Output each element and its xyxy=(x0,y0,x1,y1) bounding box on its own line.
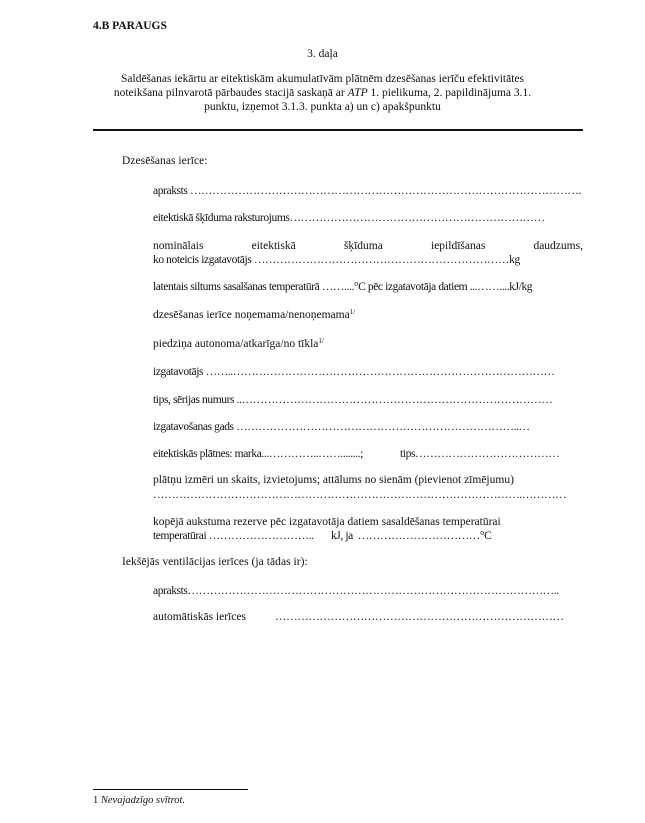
nominal-word-5: daudzums, xyxy=(533,240,583,252)
nominal-quantity-line-1 xyxy=(153,240,583,252)
drive-footnote-ref: 1/ xyxy=(318,337,324,345)
cooling-description-field[interactable]: apraksts ……………………………………………………………………………………………. xyxy=(153,185,581,197)
title-line-2 xyxy=(0,87,645,99)
removable-field[interactable] xyxy=(153,308,355,321)
title-line-1: Saldēšanas iekārtu ar eitektiskām akumulatīvām plātnēm dzesēšanas ierīču efektivitātes xyxy=(121,73,524,85)
automatic-devices-label: automātiskās ierīces xyxy=(153,611,246,623)
footnote-divider xyxy=(93,789,248,790)
nominal-word-4: iepildīšanas xyxy=(431,240,486,252)
drive-label: piedziņa autonoma/atkarīga/no tīkla xyxy=(153,338,319,350)
footnote xyxy=(93,795,185,806)
title-line-2-post: 1. pielikuma, 2. papildinājuma 3.1. xyxy=(367,87,532,99)
cold-reserve-label: kopējā aukstuma rezerve pēc izgatavotāja datiem sasaldēšanas temperatūrai xyxy=(153,516,501,528)
cooling-heading: Dzesēšanas ierīce: xyxy=(122,155,208,167)
header-divider xyxy=(93,129,583,131)
eutectic-characteristics-field[interactable]: eitektiskā šķīduma raksturojums…………………………………………………………… xyxy=(153,212,545,224)
nominal-word-1: nominālais xyxy=(153,240,204,252)
title-line-3: punktu, izņemot 3.1.3. punkta a) un c) apakšpunktu xyxy=(204,101,441,113)
removable-label: dzesēšanas ierīce noņemama/nenoņemama xyxy=(153,309,350,321)
drive-field[interactable] xyxy=(153,337,324,350)
atp-abbrev: ATP xyxy=(347,87,368,99)
footnote-text: Nevajadzīgo svītrot. xyxy=(100,795,186,806)
manufacturer-field[interactable]: izgatavotājs ……..…………………………………………………………………………… xyxy=(153,366,555,378)
cold-reserve-field[interactable]: temperatūrai ……………………….. kJ, ja ……………………………°C xyxy=(153,530,492,542)
plates-type-field[interactable]: tips………………………………… xyxy=(400,448,560,460)
ventilation-description-field[interactable]: apraksts……………………………………………………………………………………….. xyxy=(153,585,559,597)
year-field[interactable]: izgatavošanas gads …………………………………………………………………..… xyxy=(153,421,530,433)
removable-footnote-ref: 1/ xyxy=(349,308,356,316)
footnote-number: 1 xyxy=(93,795,101,806)
nominal-quantity-field[interactable]: ko noteicis izgatavotājs ……………………………………………………………kg xyxy=(153,254,520,266)
ventilation-heading: Iekšējās ventilācijas ierīces (ja tādas ir): xyxy=(122,556,308,568)
part-label: 3. daļa xyxy=(307,48,338,60)
title-line-2-pre: noteikšana pilnvarotā pārbaudes stacijā saskaņā ar xyxy=(113,87,348,99)
nominal-word-3: šķīduma xyxy=(343,240,383,252)
plates-dimensions-label: plātņu izmēri un skaits, izvietojums; attālums no sienām (pievienot zīmējumu) xyxy=(153,474,514,486)
automatic-devices-field[interactable]: …………………………………………………………………… xyxy=(275,611,564,623)
latent-heat-field[interactable]: latentais siltums sasalšanas temperatūrā ……....°C pēc izgatavotāja datiem ...……....kJ/kg xyxy=(153,281,533,293)
form-label: 4.B PARAUGS xyxy=(93,20,167,32)
nominal-word-2: eitektiskā xyxy=(251,240,296,252)
plates-make-field[interactable]: eitektiskās plātnes: marka...…………..……........; xyxy=(153,448,363,460)
plates-dimensions-field[interactable]: ……………………………………………………………………………………….………… xyxy=(153,489,567,501)
type-serial-field[interactable]: tips, sērijas numurs ..………………………………………………………………………… xyxy=(153,394,553,406)
